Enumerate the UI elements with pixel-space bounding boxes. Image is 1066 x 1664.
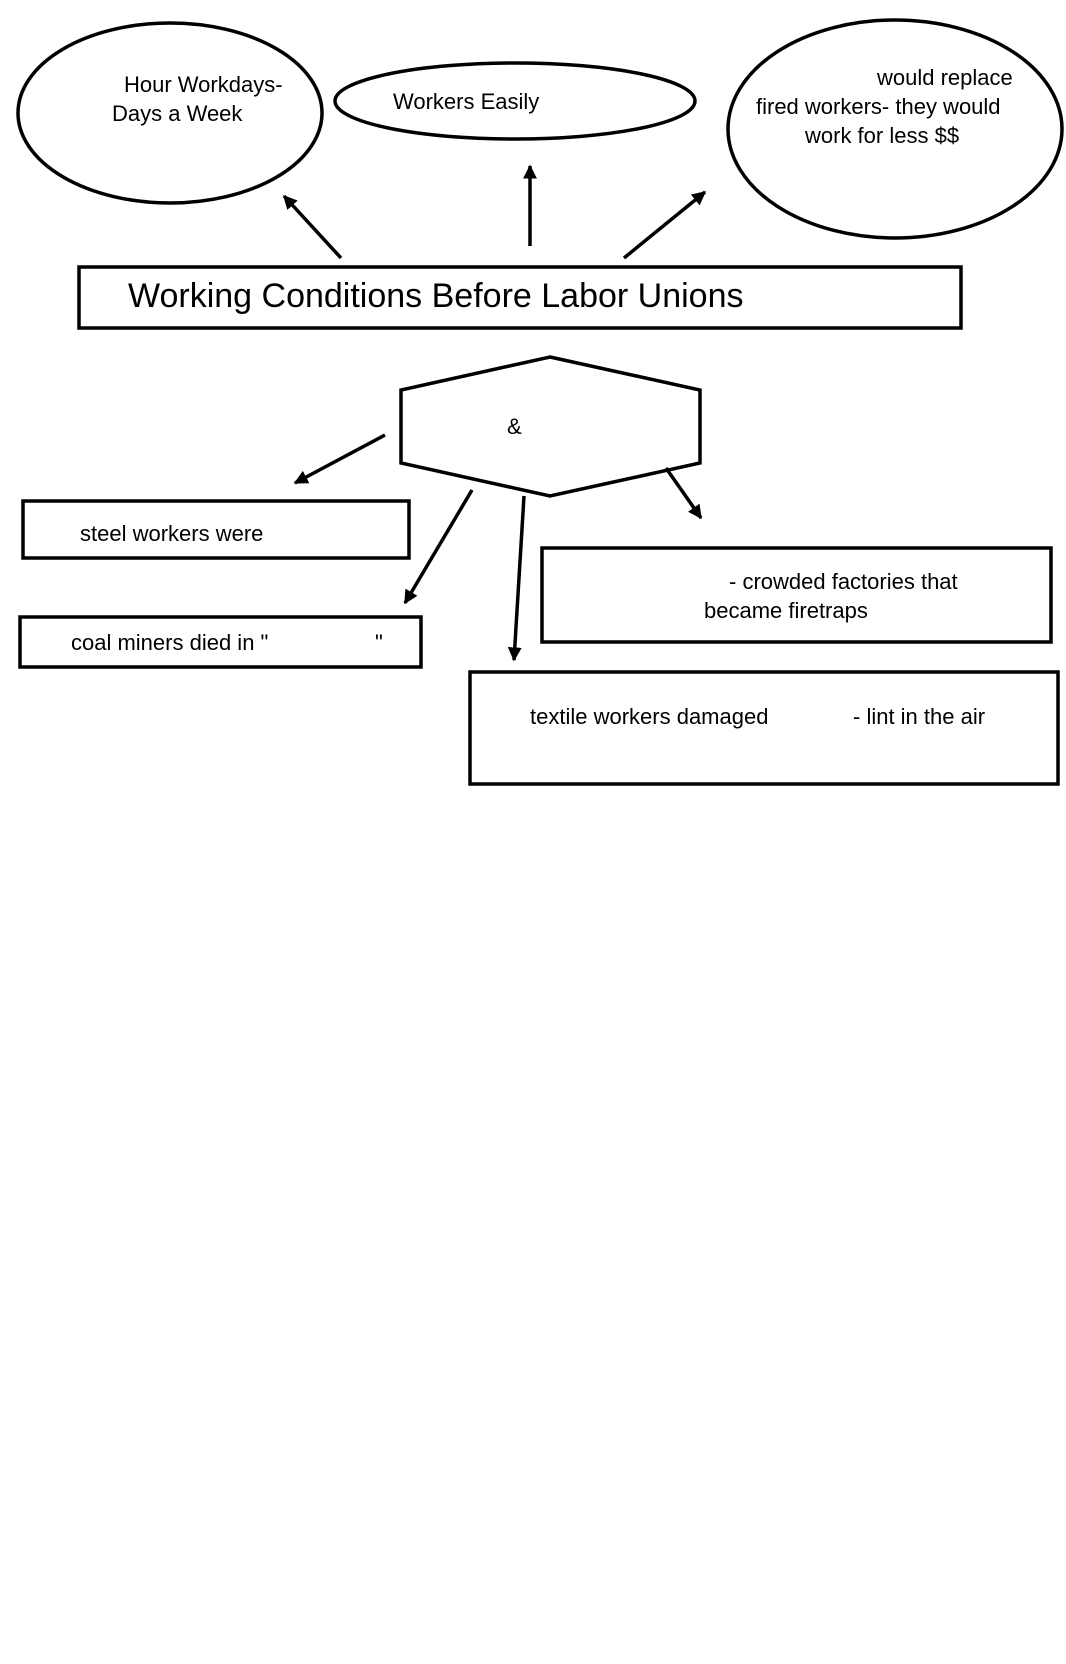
box-crowded-factories-line-2: became firetraps (704, 598, 868, 623)
box-crowded-factories-line-1: - crowded factories that (729, 569, 958, 594)
arrow-to-oval-replace-workers (624, 192, 705, 258)
box-coal-miners-line-1: coal miners died in " (71, 630, 269, 655)
box-textile-workers-line-2: - lint in the air (853, 704, 986, 729)
oval-replace-workers-line-3: work for less $$ (805, 123, 960, 148)
arrow-to-box-coal (405, 490, 472, 603)
title-text: Working Conditions Before Labor Unions (128, 277, 744, 315)
oval-workdays-line-1: Hour Workdays- (124, 72, 283, 97)
arrow-to-box-factories (666, 468, 701, 518)
arrow-to-oval-workdays (284, 196, 341, 258)
hexagon-node (401, 357, 700, 496)
box-coal-miners-line-2: " (375, 630, 383, 655)
oval-replace-workers-line-2: fired workers- they would (756, 94, 1001, 119)
oval-workdays-line-2: Days a Week (112, 101, 243, 126)
oval-workers-easily-line-1: Workers Easily (393, 89, 540, 114)
arrow-to-box-textile (514, 496, 524, 660)
hexagon-text: & (507, 414, 522, 439)
box-steel-workers-line-1: steel workers were (80, 521, 264, 546)
box-crowded-factories (542, 548, 1051, 642)
oval-replace-workers-line-1: would replace (877, 65, 1013, 90)
box-textile-workers-line-1: textile workers damaged (530, 704, 769, 729)
arrow-to-box-steel (295, 435, 385, 483)
